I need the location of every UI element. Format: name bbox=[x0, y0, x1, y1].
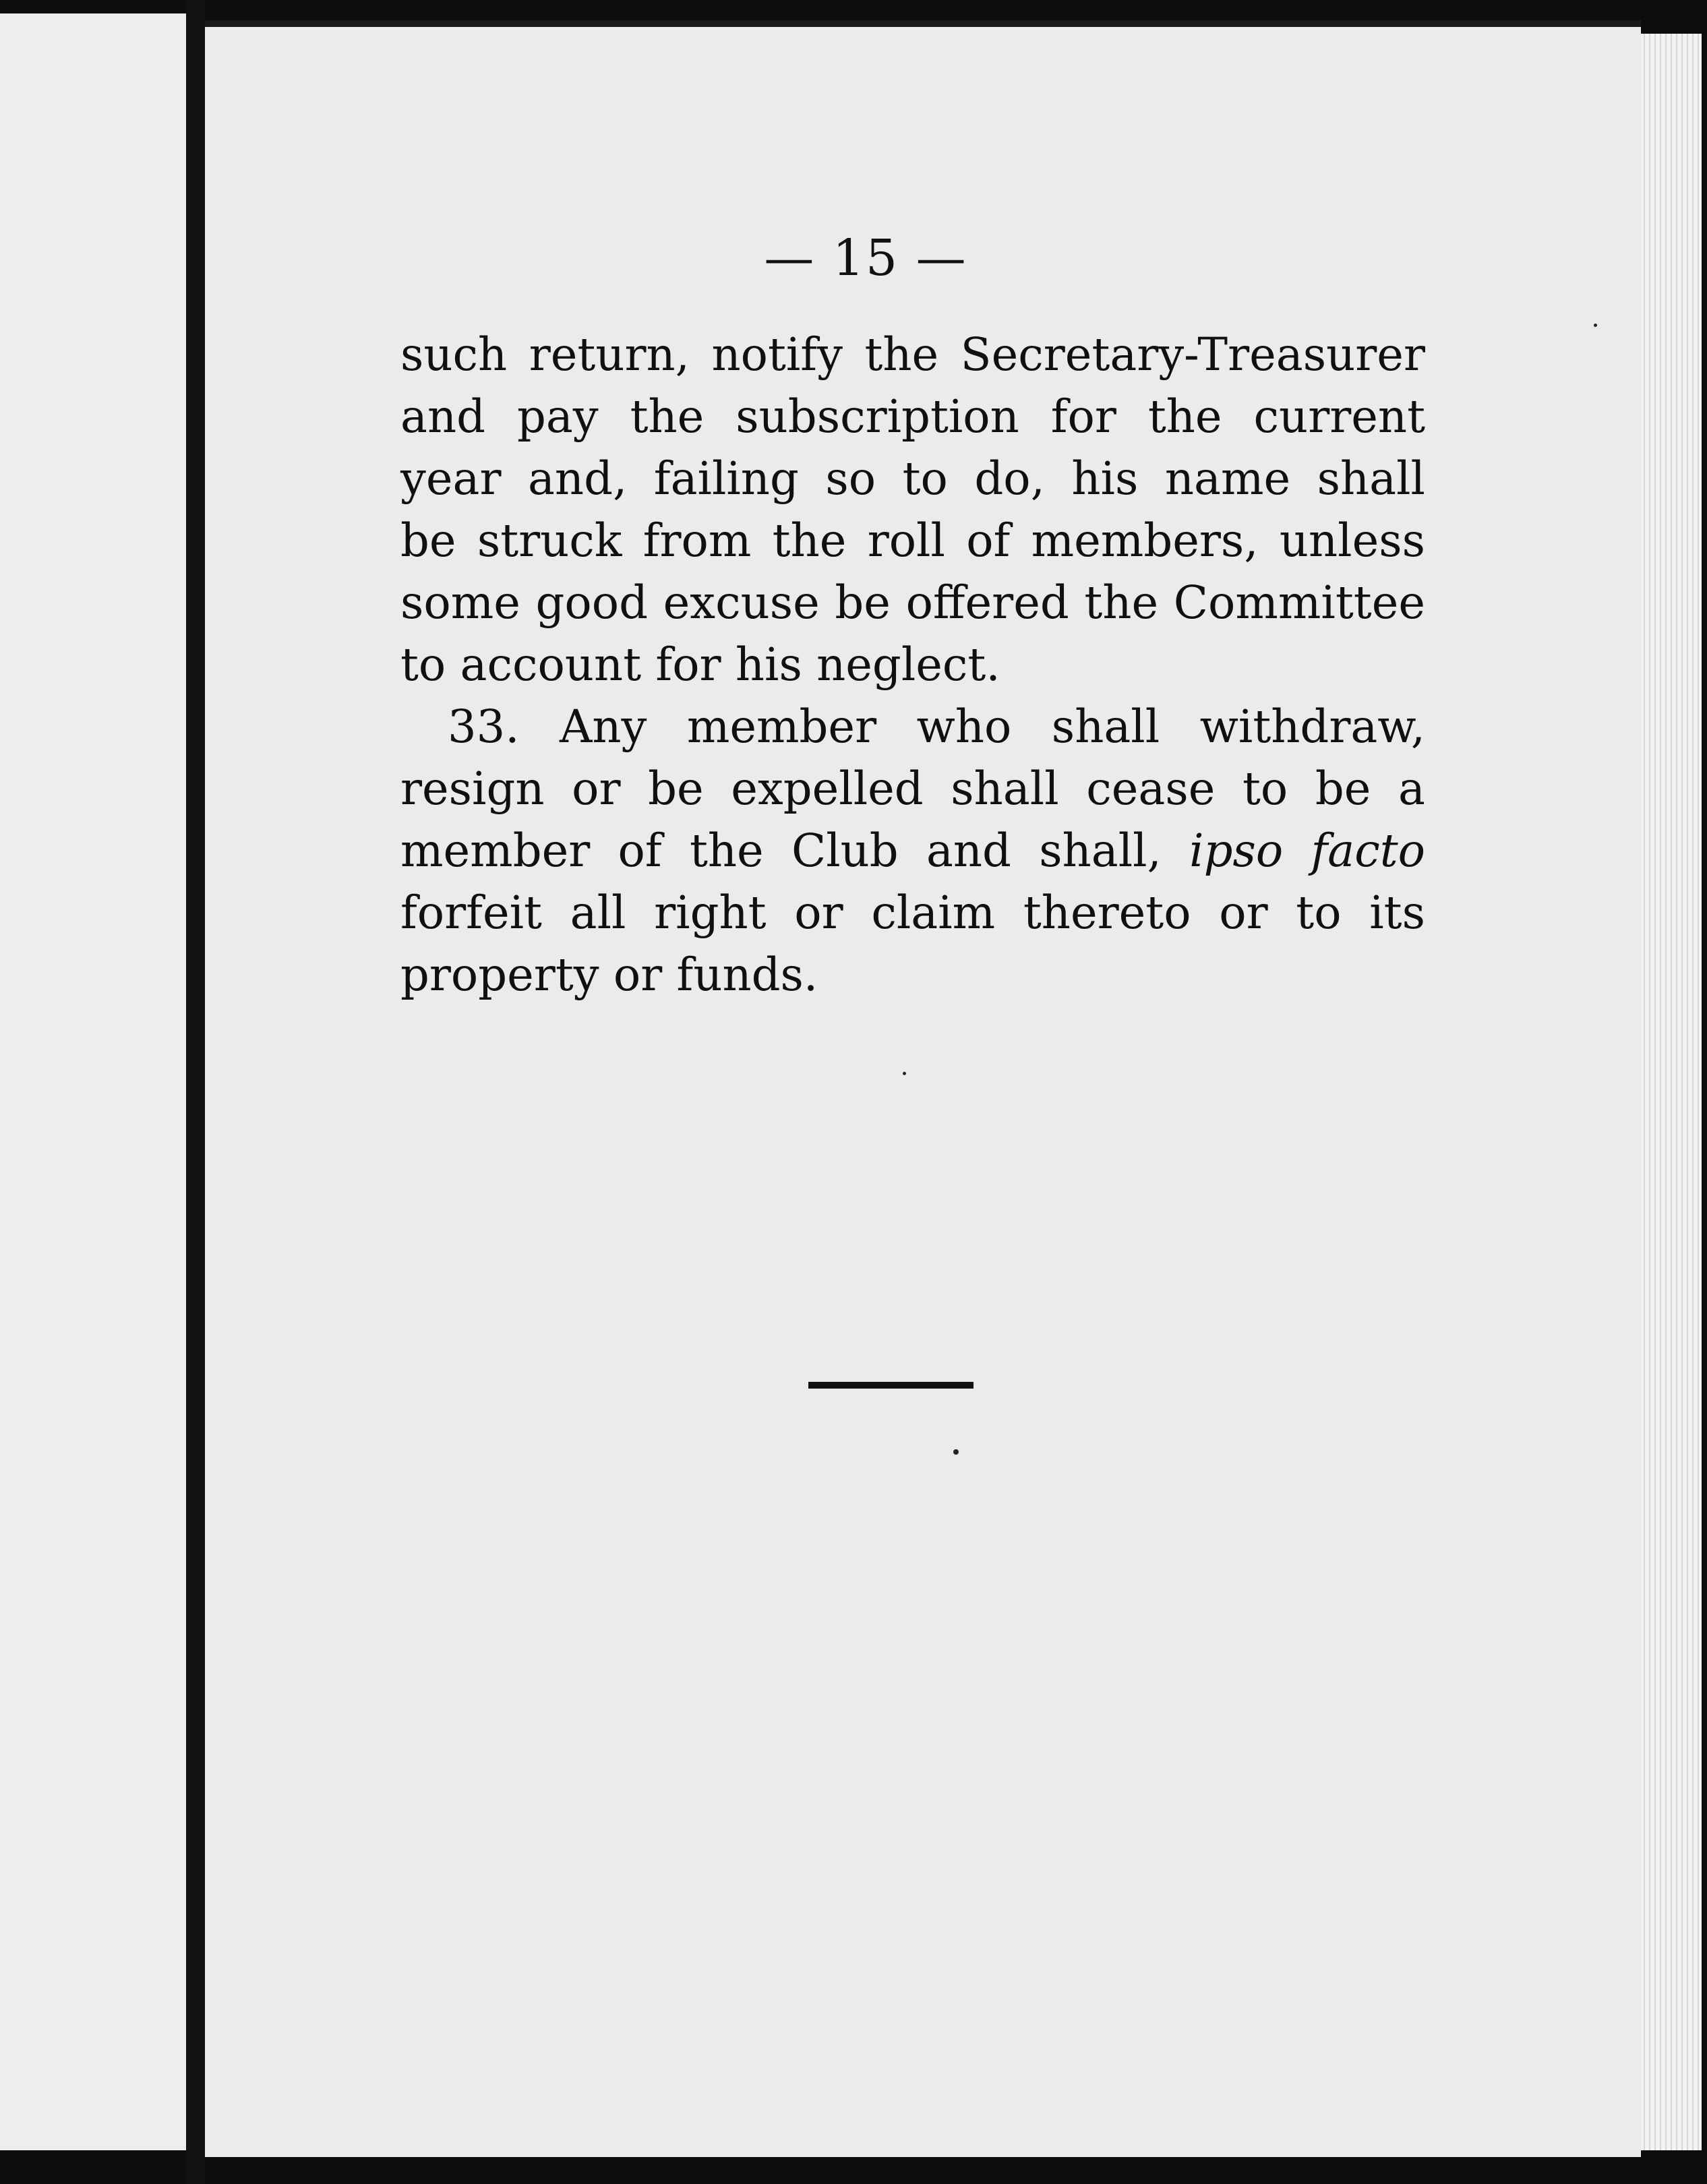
end-rule-divider bbox=[808, 1382, 974, 1389]
page-edge-stack bbox=[1631, 34, 1702, 2150]
right-page bbox=[205, 20, 1641, 2157]
paragraph-continued bbox=[400, 324, 1425, 696]
text-line: be struck from the roll of members, unless bbox=[400, 514, 1425, 567]
ink-speck bbox=[1594, 324, 1597, 327]
ink-speck bbox=[953, 1449, 959, 1455]
left-facing-page bbox=[0, 13, 190, 2150]
text-line-with-italic bbox=[400, 820, 1425, 882]
ink-speck bbox=[903, 1072, 906, 1075]
text-line: and pay the subscription for the current bbox=[400, 390, 1425, 443]
text-line: to account for his neglect. bbox=[400, 638, 1000, 691]
body-text bbox=[400, 324, 1425, 1006]
paragraph-article-33 bbox=[400, 696, 1425, 1006]
text-line: 33. Any member who shall withdraw, bbox=[448, 700, 1425, 753]
text-line: forfeit all right or claim thereto or to its bbox=[400, 886, 1425, 939]
text-line: such return, notify the Secretary-Treasurer bbox=[400, 328, 1425, 381]
text-line: some good excuse be offered the Committee bbox=[400, 576, 1425, 629]
book-gutter bbox=[186, 0, 205, 2184]
text-line: property or funds. bbox=[400, 948, 818, 1001]
text-segment: member of the Club and shall, bbox=[400, 824, 1162, 877]
page-number: — 15 — bbox=[764, 229, 967, 287]
text-line: resign or be expelled shall cease to be a bbox=[400, 762, 1425, 815]
italic-phrase: ipso facto bbox=[1189, 824, 1425, 877]
text-line: year and, failing so to do, his name shall bbox=[400, 452, 1425, 505]
